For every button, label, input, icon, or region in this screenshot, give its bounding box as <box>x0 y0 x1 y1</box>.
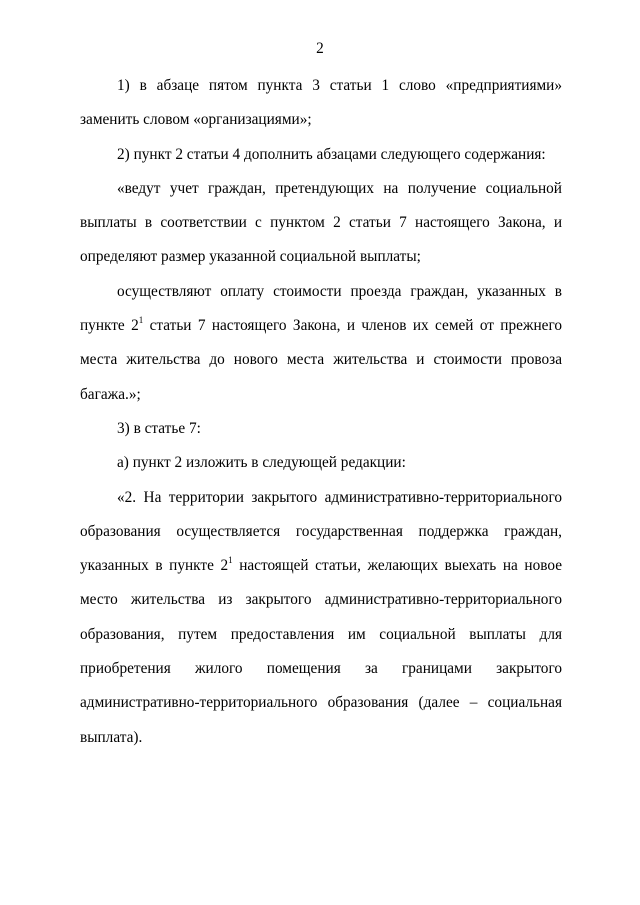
superscript-index: 1 <box>138 314 144 325</box>
paragraph-4 <box>80 275 562 412</box>
paragraph-5: 3) в статье 7: <box>117 419 201 437</box>
page-number: 2 <box>316 40 324 57</box>
paragraph-4-text-start: осуществляют оплату стоимости проезда граждан, указанных в пункте 2 <box>80 282 562 335</box>
document-body <box>80 69 562 755</box>
paragraph-1: 1) в абзаце пятом пункта 3 статьи 1 слово «предприятиями» заменить словом «организациями»; <box>80 77 562 129</box>
paragraph-7 <box>80 481 562 755</box>
paragraph-6: а) пункт 2 изложить в следующей редакции: <box>117 454 406 472</box>
paragraph-3: «ведут учет граждан, претендующих на получение социальной выплаты в соответствии с пунктом 2 статьи 7 настоящего Закона, и определяют размер указанной социальной выплаты; <box>80 179 562 266</box>
superscript-index: 1 <box>228 555 233 566</box>
paragraph-2: 2) пункт 2 статьи 4 дополнить абзацами следующего содержания: <box>117 145 546 163</box>
paragraph-7-text-start: «2. На территории закрытого административно-территориального образования осуществляется государственная поддержка граждан, указанных в пункте 2 <box>80 488 562 575</box>
paragraph-4-text-end: статьи 7 настоящего Закона, и членов их семей от прежнего места жительства до нового места жительства и стоимости провоза багажа.»; <box>80 317 563 403</box>
paragraph-7-text-end: настоящей статьи, желающих выехать на новое место жительства из закрытого административно-территориального образования, путем предоставления им социальной выплаты для приобретения жилого помещения за границами закрытого административно-территориального образования (далее – социальная выплата). <box>80 557 562 746</box>
